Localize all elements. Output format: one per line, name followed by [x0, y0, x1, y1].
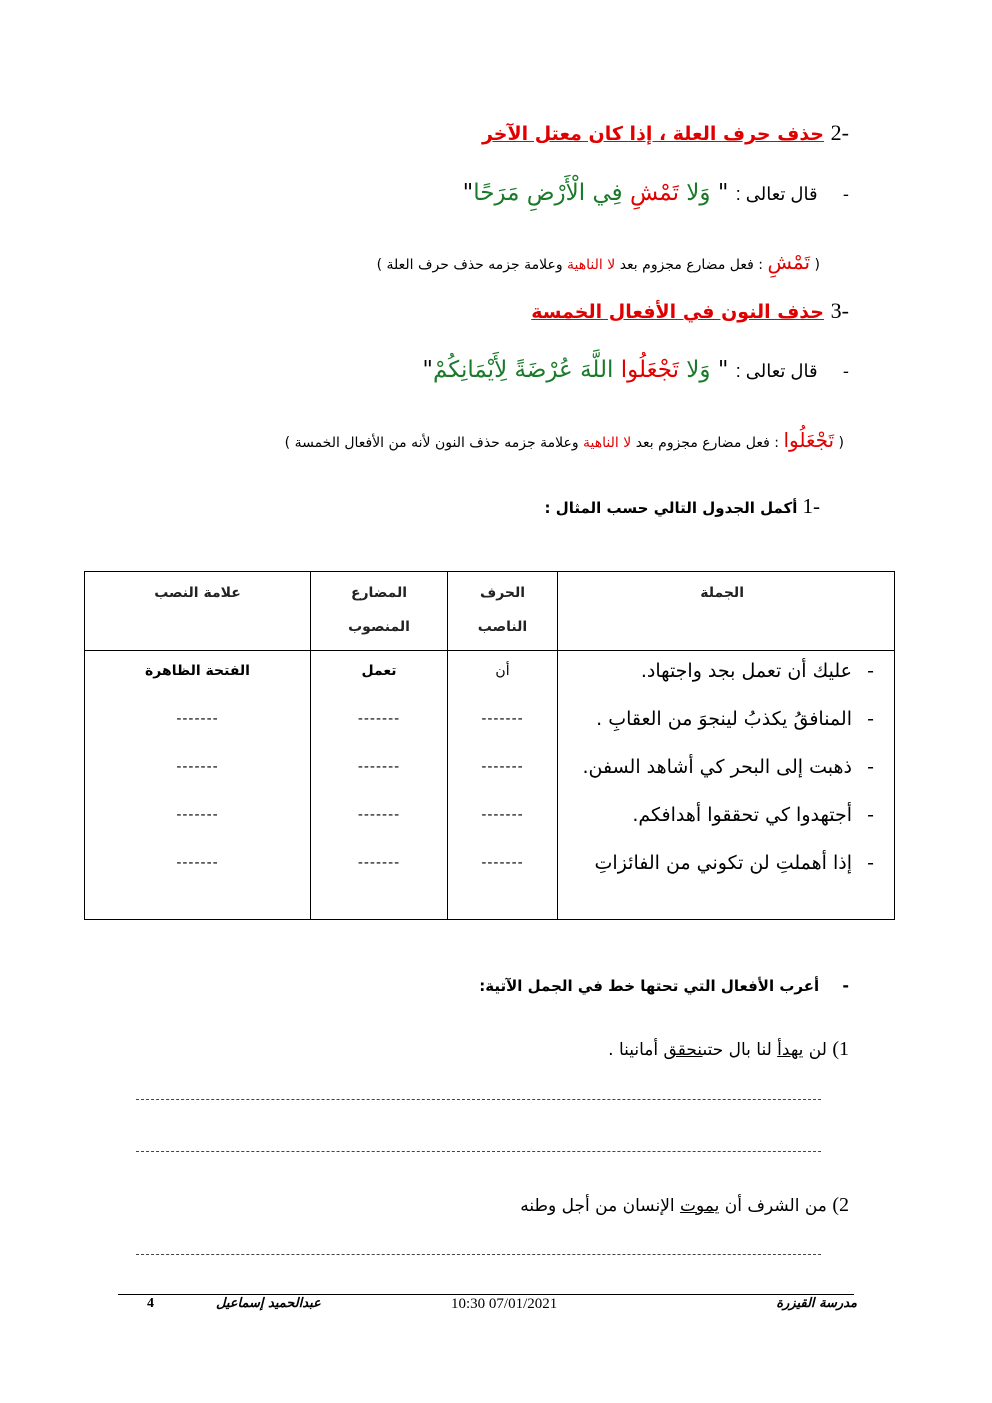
ayah-highlight: تَجْعَلُوا: [620, 357, 679, 383]
header-verb: [311, 572, 448, 651]
item-number: 2): [832, 1194, 849, 1216]
underlined-verb: يهدأ: [777, 1040, 804, 1060]
header-sentence: الجملة: [558, 572, 895, 651]
note-red: لا الناهية: [567, 257, 616, 273]
section2-note: [377, 250, 820, 274]
exercise2-instruction: [479, 976, 849, 995]
quote-intro: قال تعالى :: [735, 184, 818, 204]
verb-cell: -------: [357, 807, 401, 823]
underlined-verb: نحقق: [663, 1040, 703, 1060]
mark-cell: -------: [176, 807, 219, 823]
item-text: من الشرف أن: [724, 1196, 827, 1216]
table-row: -عليك أن تعمل بجد واجتهاد.: [640, 660, 874, 682]
quote-intro: قال تعالى :: [735, 361, 818, 381]
verb-cell: -------: [357, 711, 401, 727]
answer-line: [136, 1099, 821, 1100]
note-open-paren: (: [814, 257, 820, 273]
section3-note: [285, 428, 844, 452]
particle-cell: -------: [481, 807, 524, 823]
section3-number: -3: [830, 298, 849, 323]
header-verb-line2: المنصوب: [348, 619, 410, 635]
particle-cell: -------: [481, 855, 524, 871]
quote-open-mark: ": [717, 180, 729, 206]
footer-divider: [118, 1294, 854, 1295]
exercise2-item-2: [520, 1194, 849, 1217]
section3-heading: [531, 298, 849, 324]
exercise-table: [84, 571, 895, 920]
exercise2-item-1: [608, 1038, 849, 1061]
note-word: تَمْشِ: [767, 250, 811, 274]
note-text2: وعلامة جزمه حذف النون لأنه من الأفعال الخمسة ): [284, 435, 579, 451]
sentence-text: أجتهدوا كي تحققوا أهدافكم.: [632, 804, 852, 826]
mark-cell: -------: [176, 855, 219, 871]
sentence-text: إذا أهملتِ لن تكوني من الفائزاتِ: [594, 852, 852, 874]
answer-line: [136, 1151, 821, 1152]
exercise1-instruction: [545, 494, 821, 519]
verb-column: [311, 651, 448, 920]
note-red: لا الناهية: [583, 435, 632, 451]
table-body-row: [85, 651, 895, 920]
item-text: الإنسان من أجل وطنه: [520, 1196, 675, 1216]
item-text: لنا بال حتى: [702, 1040, 772, 1060]
answer-line: [136, 1254, 821, 1255]
header-particle: [448, 572, 558, 651]
exercise2-dash: -: [842, 976, 849, 995]
table-row: -ذهبت إلى البحر كي أشاهد السفن.: [582, 756, 874, 778]
exercise1-text: أكمل الجدول التالي حسب المثال :: [544, 499, 798, 517]
section2-title: حذف حرف العلة ، إذا كان معتل الآخر: [481, 123, 824, 145]
page-number: 4: [147, 1296, 154, 1311]
author-signature: عبدالحميد إسماعيل: [216, 1296, 321, 1311]
ayah-part2: اللَّهَ عُرْضَةً لِأَيْمَانِكُمْ: [432, 357, 614, 383]
note-word: تَجْعَلُوا: [783, 428, 835, 452]
note-text1: : فعل مضارع مجزوم بعد: [619, 257, 763, 273]
particle-cell: -------: [481, 759, 524, 775]
quote-dash: -: [842, 361, 849, 382]
item-text: لن: [808, 1040, 827, 1060]
verb-cell: تعمل: [361, 663, 397, 679]
section3-title: حذف النون في الأفعال الخمسة: [531, 301, 824, 323]
quote-close-mark: ": [422, 357, 433, 383]
mark-column: [85, 651, 311, 920]
sentence-text: المنافقُ يكذبُ لينجوَ من العقابِ .: [596, 708, 852, 730]
ayah-part1: وَلا: [686, 180, 711, 206]
ayah-part2: فِي الْأَرْضِ مَرَحًا: [473, 180, 623, 206]
ayah-highlight: تَمْشِ: [629, 180, 679, 206]
school-name: مدرسة القيزرة: [776, 1296, 857, 1311]
exercise2-text: أعرب الأفعال التي تحتها خط في الجمل الآتية:: [479, 977, 820, 995]
note-open-paren: (: [838, 435, 844, 451]
table-row: -المنافقُ يكذبُ لينجوَ من العقابِ .: [596, 708, 874, 730]
underlined-verb: يموت: [680, 1196, 720, 1216]
item-number: 1): [832, 1038, 849, 1060]
sentence-text: ذهبت إلى البحر كي أشاهد السفن.: [582, 756, 852, 778]
particle-column: [448, 651, 558, 920]
table-row: -إذا أهملتِ لن تكوني من الفائزاتِ: [594, 852, 874, 874]
header-particle-line2: الناصب: [477, 619, 528, 635]
ayah-part1: وَلا: [686, 357, 711, 383]
item-text: أمانينا .: [608, 1040, 659, 1060]
mark-cell: الفتحة الظاهرة: [145, 663, 250, 679]
quote-dash: -: [842, 184, 849, 205]
verb-cell: -------: [357, 759, 401, 775]
section2-heading: [482, 120, 849, 146]
mark-cell: -------: [176, 711, 219, 727]
quote-close-mark: ": [462, 180, 474, 206]
table-row: -أجتهدوا كي تحققوا أهدافكم.: [632, 804, 874, 826]
sentence-text: عليك أن تعمل بجد واجتهاد.: [640, 660, 852, 682]
sentence-column: [558, 651, 895, 920]
header-particle-line1: الحرف: [479, 585, 526, 601]
verb-cell: -------: [357, 855, 401, 871]
section3-quote: [422, 357, 849, 383]
header-mark: علامة النصب: [85, 572, 311, 651]
footer-datetime: 10:30 07/01/2021: [451, 1296, 558, 1312]
particle-cell: أن: [495, 663, 510, 679]
section2-quote: [463, 180, 849, 206]
table-header-row: [85, 572, 895, 651]
mark-cell: -------: [176, 759, 219, 775]
section2-number: -2: [830, 120, 849, 145]
header-verb-line1: المضارع: [350, 585, 408, 601]
note-text2: وعلامة جزمه حذف حرف العلة ): [376, 257, 563, 273]
quote-open-mark: ": [717, 357, 729, 383]
exercise1-number: -1: [802, 494, 820, 518]
note-text1: : فعل مضارع مجزوم بعد: [635, 435, 779, 451]
particle-cell: -------: [481, 711, 524, 727]
